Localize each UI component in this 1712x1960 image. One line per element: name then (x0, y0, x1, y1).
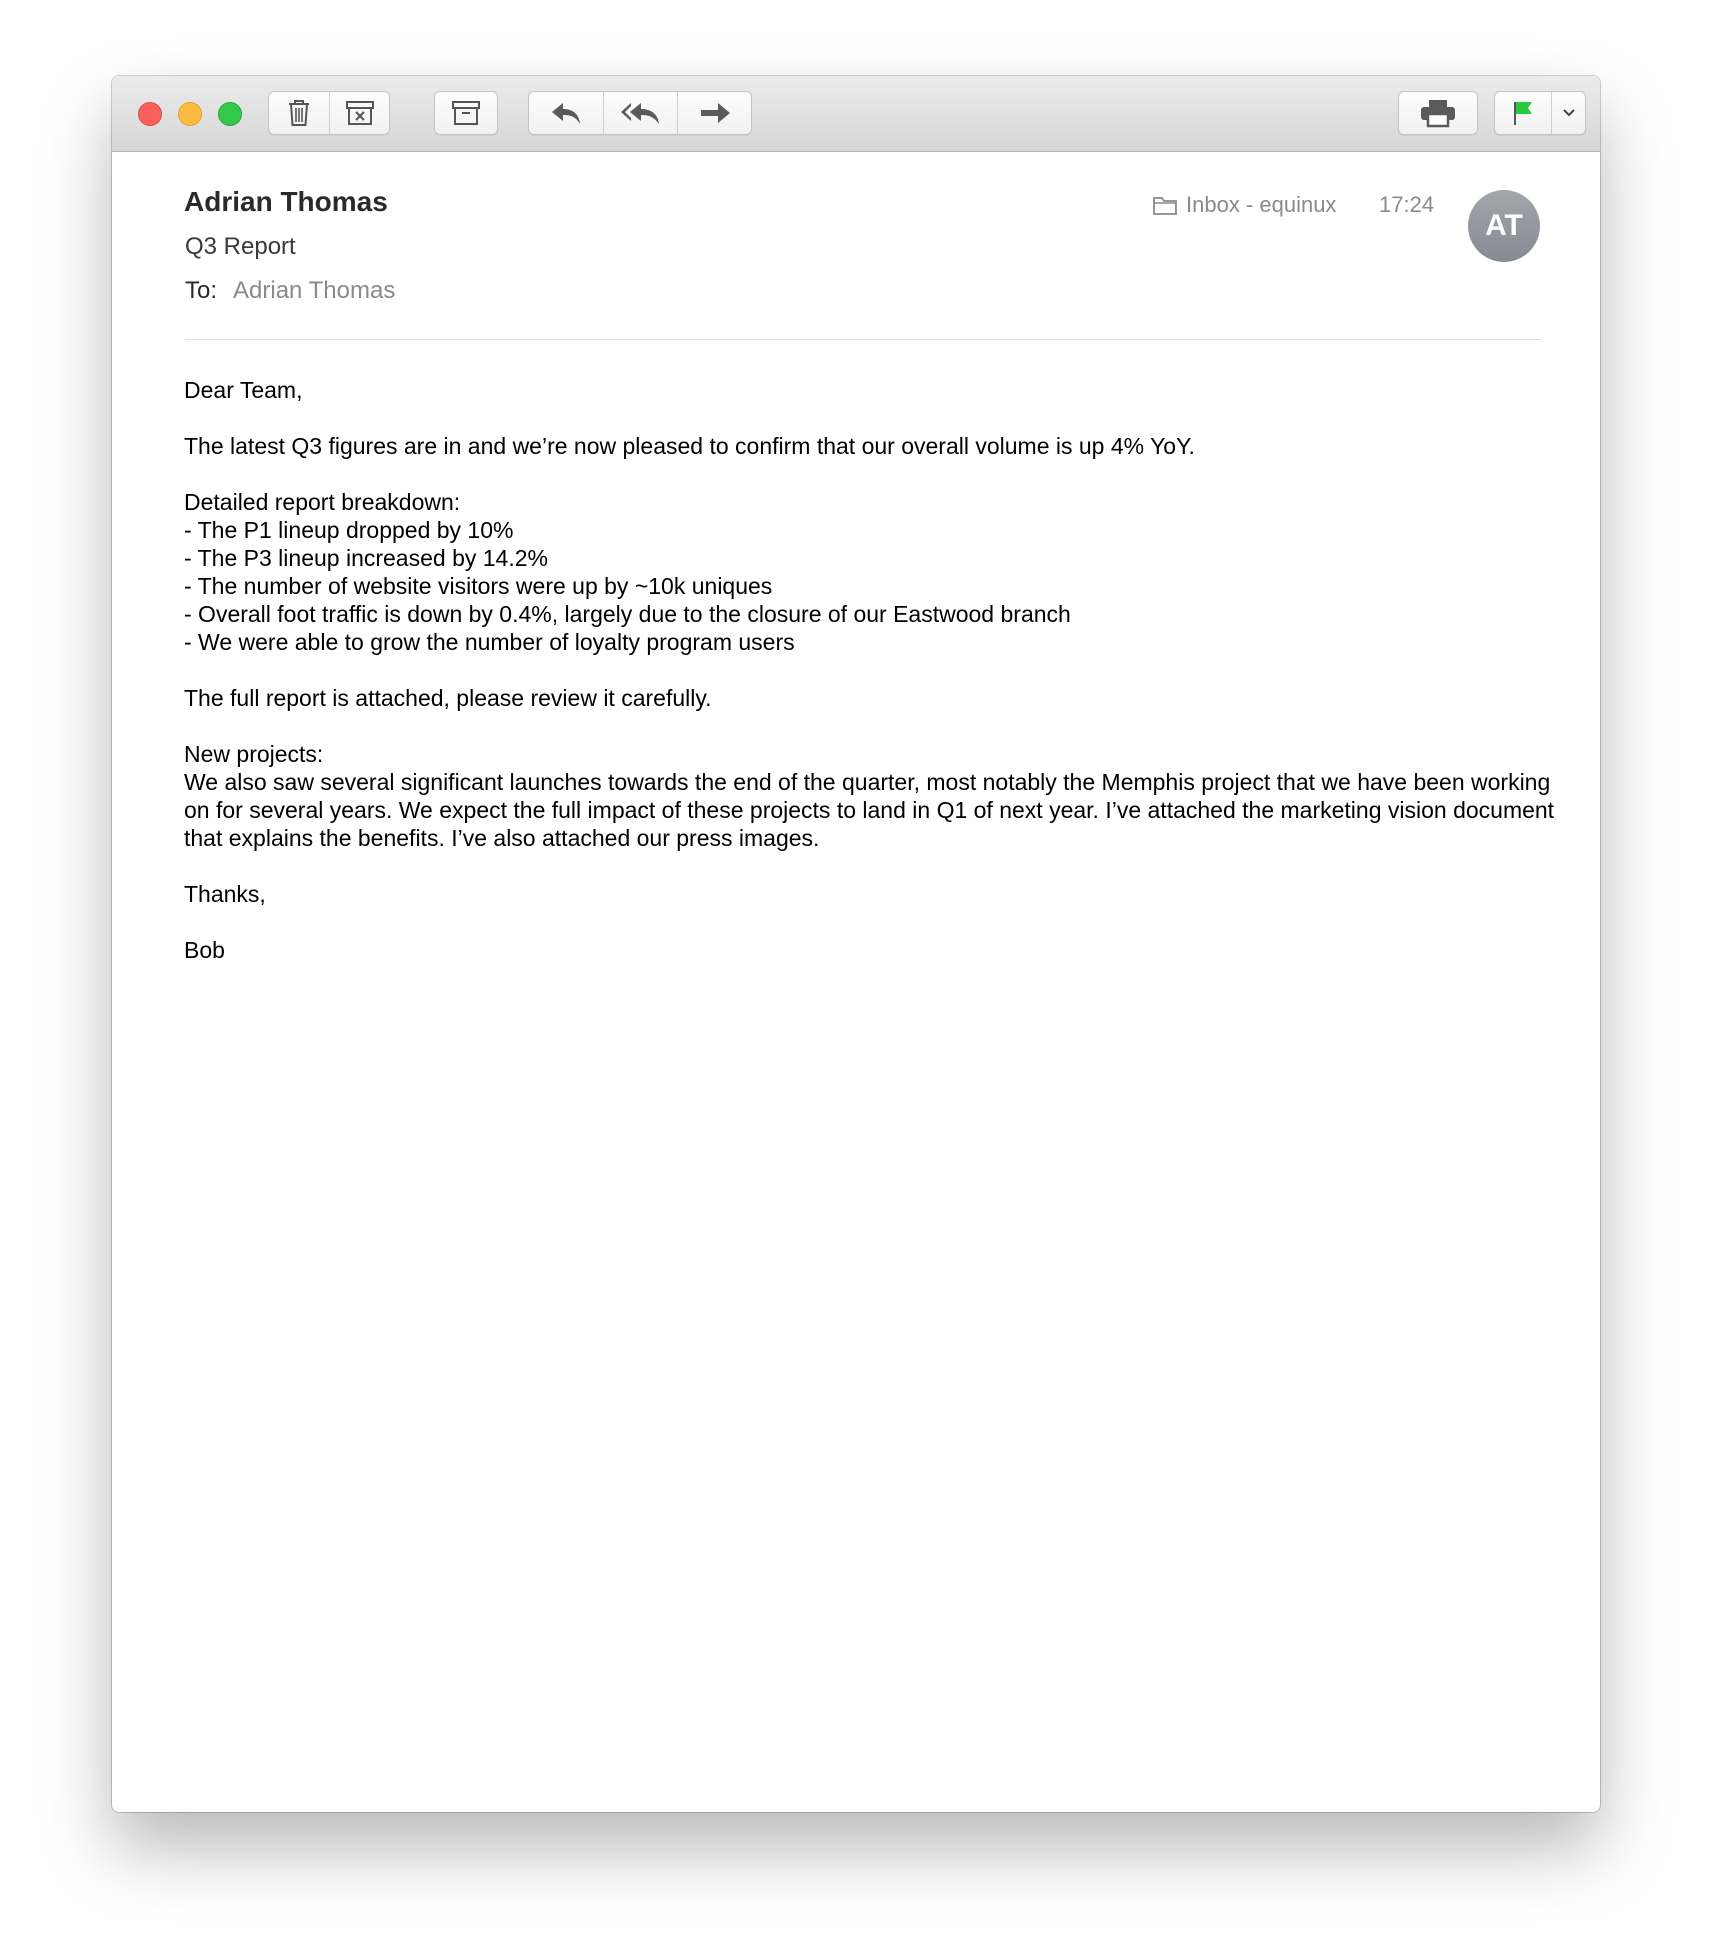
zoom-window-button[interactable] (218, 102, 242, 126)
sender-name[interactable]: Adrian Thomas (184, 186, 388, 217)
to-label: To: (185, 277, 218, 304)
flag-button[interactable] (1495, 92, 1551, 134)
flag-options-button[interactable] (1551, 92, 1585, 134)
reply-group (528, 91, 752, 135)
report-note: The full report is attached, please review it carefully. (184, 685, 712, 711)
breakdown-heading: Detailed report breakdown: (184, 489, 461, 515)
archive-group (434, 91, 498, 135)
print-button[interactable] (1399, 92, 1477, 134)
mail-window (112, 76, 1600, 1812)
reply-icon (549, 99, 583, 127)
junk-button[interactable] (329, 92, 389, 134)
reply-button[interactable] (529, 92, 603, 134)
list-item: - The P1 lineup dropped by 10% (184, 517, 514, 543)
signature: Bob (184, 937, 225, 963)
greeting: Dear Team, (184, 377, 303, 403)
print-group (1398, 91, 1478, 135)
archive-icon (451, 99, 481, 127)
delete-button[interactable] (269, 92, 329, 134)
forward-icon (698, 99, 732, 127)
list-item: - The P3 lineup increased by 14.2% (184, 545, 548, 571)
delete-junk-group (268, 91, 390, 135)
intro-paragraph: The latest Q3 figures are in and we’re now pleased to confirm that our overall volume is up 4% YoY. (184, 433, 1195, 459)
projects-paragraph: We also saw several significant launches towards the end of the quarter, most notably the Memphis project that we have been working on for several years. We expect the full impact of these projects to land in Q1 of next year. I’ve attached the marketing vision document that explains the benefits. I’ve also attached our press images. (184, 769, 1555, 851)
list-item: - The number of website visitors were up by ~10k uniques (184, 573, 773, 599)
junk-icon (345, 99, 375, 127)
projects-section (184, 740, 1564, 852)
breakdown-section (184, 488, 1564, 656)
list-item: - We were able to grow the number of loyalty program users (184, 629, 795, 655)
toolbar (112, 76, 1600, 152)
reply-all-button[interactable] (603, 92, 677, 134)
minimize-window-button[interactable] (178, 102, 202, 126)
received-time: 17:24 (1379, 192, 1435, 217)
print-icon (1419, 98, 1457, 128)
forward-button[interactable] (677, 92, 751, 134)
recipient-name[interactable]: Adrian Thomas (233, 277, 396, 304)
close-window-button[interactable] (138, 102, 162, 126)
folder-icon (1152, 194, 1178, 216)
reply-all-icon (619, 99, 663, 127)
subject: Q3 Report (185, 233, 296, 260)
header-divider (185, 339, 1541, 340)
list-item: - Overall foot traffic is down by 0.4%, largely due to the closure of our Eastwood branch (184, 601, 1071, 627)
trash-icon (285, 98, 313, 128)
flag-icon (1511, 99, 1535, 127)
avatar: AT (1468, 190, 1540, 262)
mailbox-location (1152, 192, 1336, 218)
archive-button[interactable] (435, 92, 497, 134)
closing: Thanks, (184, 881, 266, 907)
flag-group (1494, 91, 1586, 135)
message-body (184, 376, 1564, 992)
chevron-down-icon (1561, 107, 1577, 119)
mailbox-name: Inbox - equinux (1186, 192, 1337, 217)
projects-heading: New projects: (184, 741, 324, 767)
recipient-row (185, 277, 395, 305)
